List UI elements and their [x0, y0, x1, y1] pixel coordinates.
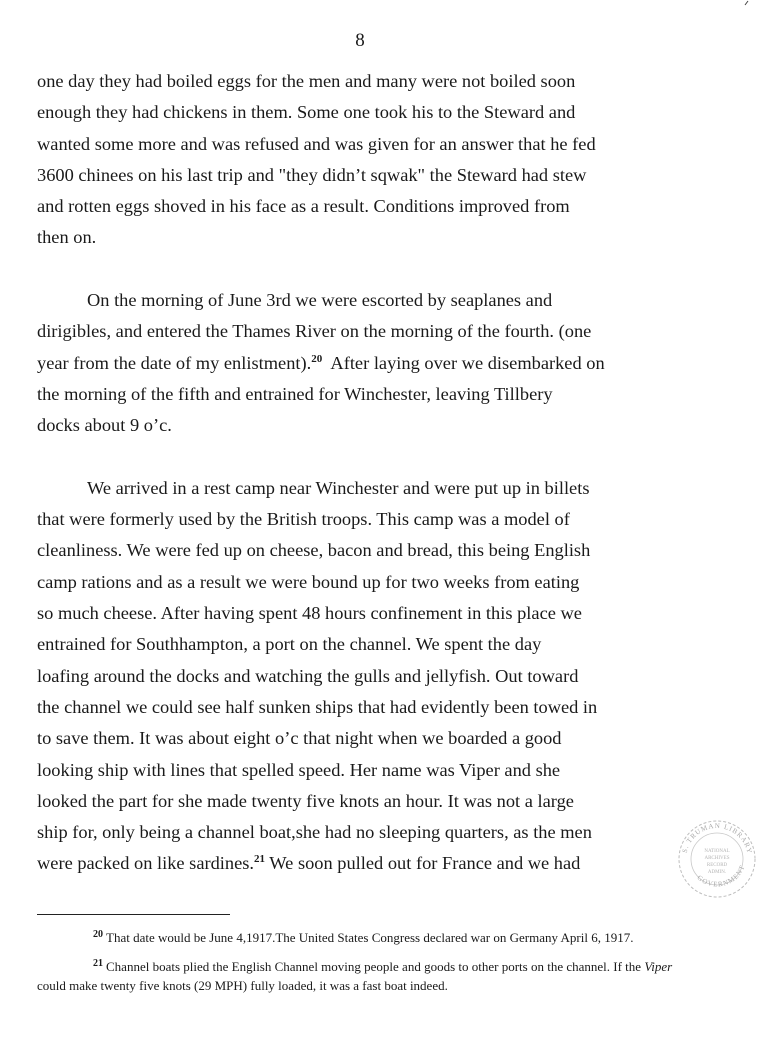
text-line: On the morning of June 3rd we were escorted by seaplanes and [87, 290, 553, 311]
stamp-center-line: ADMIN. [707, 870, 727, 875]
footnote-number: 21 [93, 957, 103, 969]
text-line: loafing around the docks and watching the gulls and jellyfish. Out toward [37, 665, 579, 686]
footnote-divider [37, 914, 230, 915]
footnote-number: 20 [93, 928, 103, 940]
stamp-center-line: RECORD [706, 863, 728, 868]
text-line: wanted some more and was refused and was given for an answer that he fed [37, 133, 596, 154]
text-line: and rotten eggs shoved in his face as a result. Conditions improved from [37, 196, 570, 217]
footnote-20 [37, 928, 673, 947]
text-line: to save them. It was about eight o’c that night when we boarded a good [37, 728, 562, 749]
footnotes [37, 928, 673, 1005]
paragraph-3 [37, 473, 677, 880]
text-line: We soon pulled out for France and we had [269, 853, 581, 874]
text-line: looking ship with lines that spelled speed. Her name was Viper and she [37, 759, 561, 780]
text-line: camp rations and as a result we were bound up for two weeks from eating [37, 571, 580, 592]
text-line: the channel we could see half sunken ships that had evidently been towed in [37, 696, 598, 717]
footnote-ship-name: Viper [644, 959, 673, 974]
text-line: then on. [37, 227, 97, 248]
footnote-ref-20[interactable]: 20 [311, 352, 323, 365]
text-line: cleanliness. We were fed up on cheese, bacon and bread, this being English [37, 540, 591, 561]
paragraph-2 [37, 285, 677, 441]
scan-speck [744, 0, 750, 6]
text-line: were packed on like sardines. [37, 853, 255, 874]
footnote-21 [37, 957, 673, 995]
text-line: so much cheese. After having spent 48 hours confinement in this place we [37, 603, 582, 624]
text-line: year from the date of my enlistment). [37, 352, 312, 373]
text-line: dirigibles, and entered the Thames River on the morning of the fourth. (one [37, 321, 592, 342]
text-line: enough they had chickens in them. Some one took his to the Steward and [37, 102, 576, 123]
text-line: ship for, only being a channel boat,she had no sleeping quarters, as the men [37, 822, 592, 843]
text-line: looked the part for she made twenty five knots an hour. It was not a large [37, 790, 574, 811]
stamp-center-line: ARCHIVES [704, 856, 730, 861]
paragraph-1 [37, 66, 677, 254]
text-line: that were formerly used by the British troops. This camp was a model of [37, 509, 570, 530]
text-line: entrained for Southhampton, a port on the channel. We spent the day [37, 634, 542, 655]
text-line: We arrived in a rest camp near Winchester and were put up in billets [87, 477, 590, 498]
text-line: the morning of the fifth and entrained for Winchester, leaving Tillbery [37, 383, 553, 404]
text-line: 3600 chinees on his last trip and "they didn’t sqwak" the Steward had stew [37, 164, 587, 185]
text-line: one day they had boiled eggs for the men and many were not boiled soon [37, 71, 576, 91]
stamp-center-line: NATIONAL [704, 849, 730, 854]
footnote-text: Channel boats plied the English Channel moving people and goods to other ports on the channel. If the [106, 959, 645, 974]
page-number: 8 [355, 30, 365, 51]
text-line: docks about 9 o’c. [37, 415, 172, 436]
footnote-ref-21[interactable]: 21 [254, 853, 266, 866]
library-seal-stamp [676, 818, 758, 900]
text-line: After laying over we disembarked on [330, 352, 605, 373]
footnote-text: That date would be June 4,1917.The United States Congress declared war on Germany April 6, 1917. [106, 930, 634, 945]
body-text [37, 66, 677, 880]
stamp-bottom-text: GOVERNMENT [695, 863, 747, 889]
footnote-text: could make twenty five knots (29 MPH) fully loaded, it was a fast boat indeed. [37, 978, 448, 993]
stamp-top-text: S. TRUMAN LIBRARY [680, 821, 754, 855]
